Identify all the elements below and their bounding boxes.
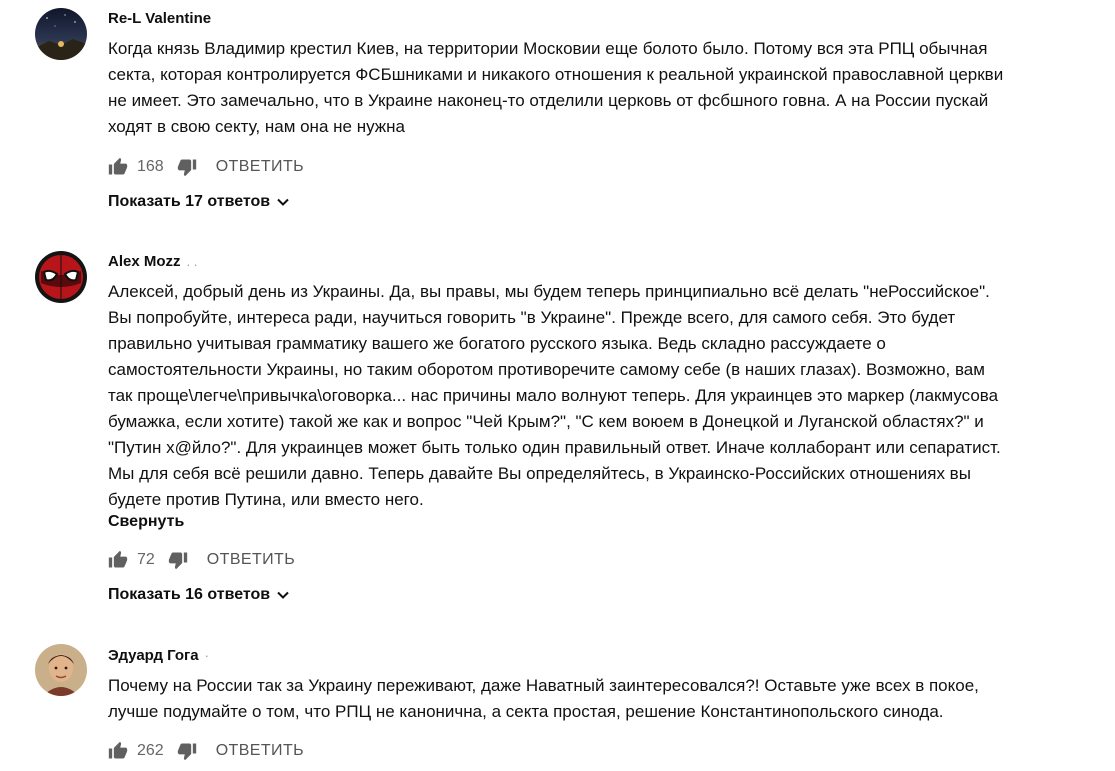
comment-actions [107, 548, 295, 572]
comment-line: ходят в свою секту, нам она не нужна [108, 117, 405, 136]
comment-text [108, 673, 1103, 725]
collapse-button[interactable]: Свернуть [108, 513, 185, 530]
avatar[interactable] [35, 644, 87, 696]
comment-line: бумажка, если хотите) такой же как и вопрос "Чей Крым?", "С кем воюем в Донецкой и Луганской областях?" и [108, 412, 984, 431]
show-replies-button[interactable] [108, 586, 290, 604]
comment-line: лучше подумайте о том, что РПЦ не канонична, а секта простая, решение Константинопольского синода. [108, 702, 944, 721]
comment-line: будете против Путина, или вместо него. [108, 490, 424, 509]
comment-line: Алексей, добрый день из Украины. Да, вы правы, мы будем теперь принципиально всё делать "неРоссийское". [108, 282, 990, 301]
comment-text [108, 279, 1103, 513]
like-count: 168 [137, 158, 164, 175]
like-count: 262 [137, 742, 164, 759]
comment-line: Вы попробуйте, интереса ради, научиться говорить "в Украине". Прежде всего, для самого себя. Это будет [108, 308, 956, 327]
comment-author[interactable] [108, 253, 197, 270]
reply-button[interactable]: ОТВЕТИТЬ [215, 742, 305, 759]
reply-button[interactable]: ОТВЕТИТЬ [215, 158, 305, 175]
thumb-up-icon[interactable] [107, 156, 129, 178]
author-meta: . . [186, 254, 198, 269]
show-replies-button[interactable] [108, 193, 290, 211]
reply-button[interactable]: ОТВЕТИТЬ [206, 551, 296, 568]
thumb-down-icon[interactable] [176, 740, 198, 762]
comment-line: "Путин х@йло?". Для украинцев может быть только один правильный ответ. Иначе коллаборант или сепаратист. [108, 438, 1001, 457]
author-name[interactable]: Re-L Valentine [108, 10, 212, 27]
comment-line: Почему на России так за Украину переживают, даже Наватный заинтересовался?! Оставьте уже всех в покое, [108, 676, 979, 695]
chevron-down-icon [276, 195, 290, 209]
comment-line: так проще\легче\привычка\оговорка... нас причины мало волнуют теперь. Для украинцев это маркер (лакмусова [108, 386, 999, 405]
comment-actions [107, 155, 304, 179]
like-count: 72 [137, 551, 155, 568]
comment-line: правильно учитывая грамматику вашего же богатого русского языка. Ведь складно рассуждаете о [108, 334, 886, 353]
comment-actions [107, 739, 304, 763]
comment-line: не имеет. Это замечально, что в Украине наконец-то отделили церковь от фсбшного говна. А на России пускай [108, 91, 989, 110]
show-replies-label: Показать 16 ответов [108, 586, 271, 603]
comment-line: Мы для себя всё решили давно. Теперь давайте Вы определяйтесь, в Украинско-Российских отношениях вы [108, 464, 971, 483]
chevron-down-icon [276, 588, 290, 602]
thumb-up-icon[interactable] [107, 740, 129, 762]
avatar[interactable] [35, 251, 87, 303]
comment-text [108, 36, 1103, 140]
comment-author[interactable] [108, 10, 211, 27]
comment-line: Когда князь Владимир крестил Киев, на территории Московии еще болото было. Потому вся эта РПЦ обычная [108, 39, 988, 58]
comment-line: самостоятельности Украины, но таким оборотом противоречите самому себе (в наших глазах). Возможно, вам [108, 360, 985, 379]
thumb-down-icon[interactable] [167, 549, 189, 571]
author-name[interactable]: Эдуард Гога [108, 647, 199, 664]
show-replies-label: Показать 17 ответов [108, 193, 271, 210]
comment-line: секта, которая контролируется ФСБшниками и никакого отношения к реальной украинской православной церкви [108, 65, 1004, 84]
thumb-up-icon[interactable] [107, 549, 129, 571]
comment-author[interactable] [108, 647, 209, 664]
avatar[interactable] [35, 8, 87, 60]
thumb-down-icon[interactable] [176, 156, 198, 178]
author-meta: · [204, 648, 209, 663]
author-name[interactable]: Alex Mozz [108, 253, 181, 270]
